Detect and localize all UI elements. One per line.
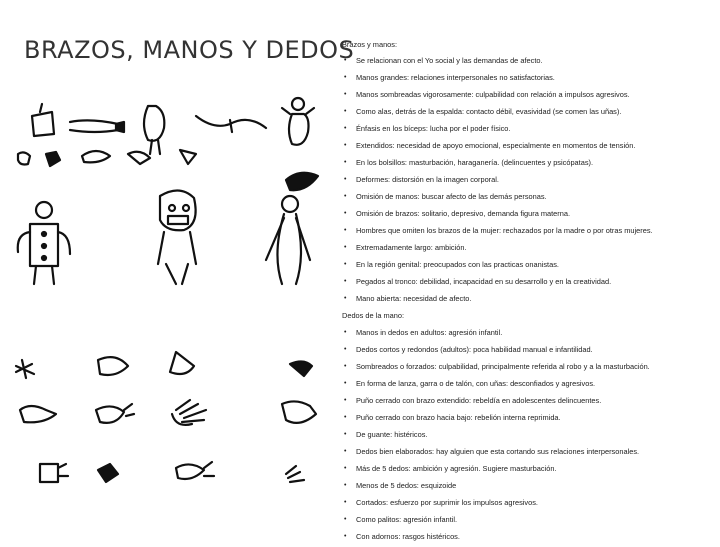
list-item: • Menos de 5 dedos: esquizoide	[342, 479, 714, 493]
list-item: • Extendidos: necesidad de apoyo emocional, especialmente en momentos de tensión.	[342, 139, 714, 153]
drawing-arms-out	[196, 116, 266, 132]
list-item: • Más de 5 dedos: ambición y agresión. Sugiere masturbación.	[342, 462, 714, 476]
drawing-open-hand	[172, 400, 206, 425]
list-item: • Sombreados o forzados: culpabilidad, principalmente referida al robo y a la masturbación.	[342, 360, 714, 374]
section-heading-fingers: Dedos de la mano:	[342, 311, 405, 321]
drawing-hand-10	[40, 464, 68, 482]
drawing-figure-arms-up	[282, 98, 314, 145]
list-item: • Manos in dedos en adultos: agresión infantil.	[342, 326, 714, 340]
drawing-robot-figure-2	[158, 190, 196, 284]
drawing-hand-2	[82, 151, 110, 162]
list-item: • Deformes: distorsión en la imagen corporal.	[342, 173, 714, 187]
text-column	[342, 38, 714, 547]
drawing-hand-8	[96, 404, 134, 423]
list-item: • Manos sombreadas vigorosamente: culpabilidad con relación a impulsos agresivos.	[342, 88, 714, 102]
drawing-hand-9	[282, 401, 316, 422]
list-item: • Con adornos: rasgos histéricos.	[342, 530, 714, 544]
drawing-square-figure	[32, 104, 54, 136]
drawing-hand-12	[176, 462, 214, 479]
drawing-glove-hand	[170, 352, 194, 374]
section-heading-arms-hands: Brazos y manos:	[342, 40, 398, 49]
list-item: • Mano abierta: necesidad de afecto.	[342, 292, 714, 306]
list-item: • Énfasis en los bíceps: lucha por el poder físico.	[342, 122, 714, 136]
drawing-hand-7	[20, 406, 56, 422]
list-item: • De guante: histéricos.	[342, 428, 714, 442]
drawing-arm-extended	[70, 120, 124, 132]
list-item: • Puño cerrado con brazo hacia bajo: rebelión interna reprimida.	[342, 411, 714, 425]
list-item: • Como alas, detrás de la espalda: contacto débil, evasividad (se comen las uñas).	[342, 105, 714, 119]
drawings-svg	[0, 84, 340, 524]
list-item: • Dedos bien elaborados: hay alguien que esta cortando sus relaciones interpersonales.	[342, 445, 714, 459]
drawing-hand-13	[286, 466, 304, 482]
list-item: • Dedos cortos y redondos (adultos): poca habilidad manual e infantilidad.	[342, 343, 714, 357]
drawing-fist-1	[46, 152, 60, 166]
list-item: • Puño cerrado con brazo extendido: rebeldía en adolescentes delincuentes.	[342, 394, 714, 408]
drawing-hand-1	[18, 152, 30, 164]
list-item: • Se relacionan con el Yo social y las demandas de afecto.	[342, 54, 714, 68]
drawing-fist-2	[290, 361, 312, 376]
page-title: BRAZOS, MANOS Y DEDOS	[24, 36, 355, 64]
drawing-star-hand	[16, 360, 34, 378]
drawing-female-figure	[266, 196, 310, 284]
drawing-hand-3	[128, 152, 150, 164]
list-item: • En forma de lanza, garra o de talón, con uñas: desconfiados y agresivos.	[342, 377, 714, 391]
list-item: • Extremadamente largo: ambición.	[342, 241, 714, 255]
list-item: • Pegados al tronco: debilidad, incapacidad en su desarrollo y en la creatividad.	[342, 275, 714, 289]
list-item: • En la región genital: preocupados con las practicas onanistas.	[342, 258, 714, 272]
drawing-hand-4	[180, 150, 196, 164]
list-item: • Hombres que omiten los brazos de la mujer: rechazados por la madre o por otras mujeres.	[342, 224, 714, 238]
list-item: • Cortados: esfuerzo por suprimir los impulsos agresivos.	[342, 496, 714, 510]
drawing-robot-figure-1	[18, 202, 70, 284]
drawing-oval-body	[144, 106, 164, 154]
drawing-hand-5	[286, 173, 318, 190]
list-arms-hands	[342, 54, 714, 306]
list-item: • Como palitos: agresión infantil.	[342, 513, 714, 527]
list-item: • Omisión de manos: buscar afecto de las demás personas.	[342, 190, 714, 204]
list-fingers	[342, 326, 714, 544]
hand-drawings-illustration	[0, 84, 340, 524]
list-item: • En los bolsillos: masturbación, haraganería. (delincuentes y psicópatas).	[342, 156, 714, 170]
drawing-hand-6	[98, 357, 128, 375]
drawing-hand-11	[98, 464, 118, 482]
list-item: • Omisión de brazos: solitario, depresivo, demanda figura materna.	[342, 207, 714, 221]
list-item: • Manos grandes: relaciones interpersonales no satisfactorias.	[342, 71, 714, 85]
